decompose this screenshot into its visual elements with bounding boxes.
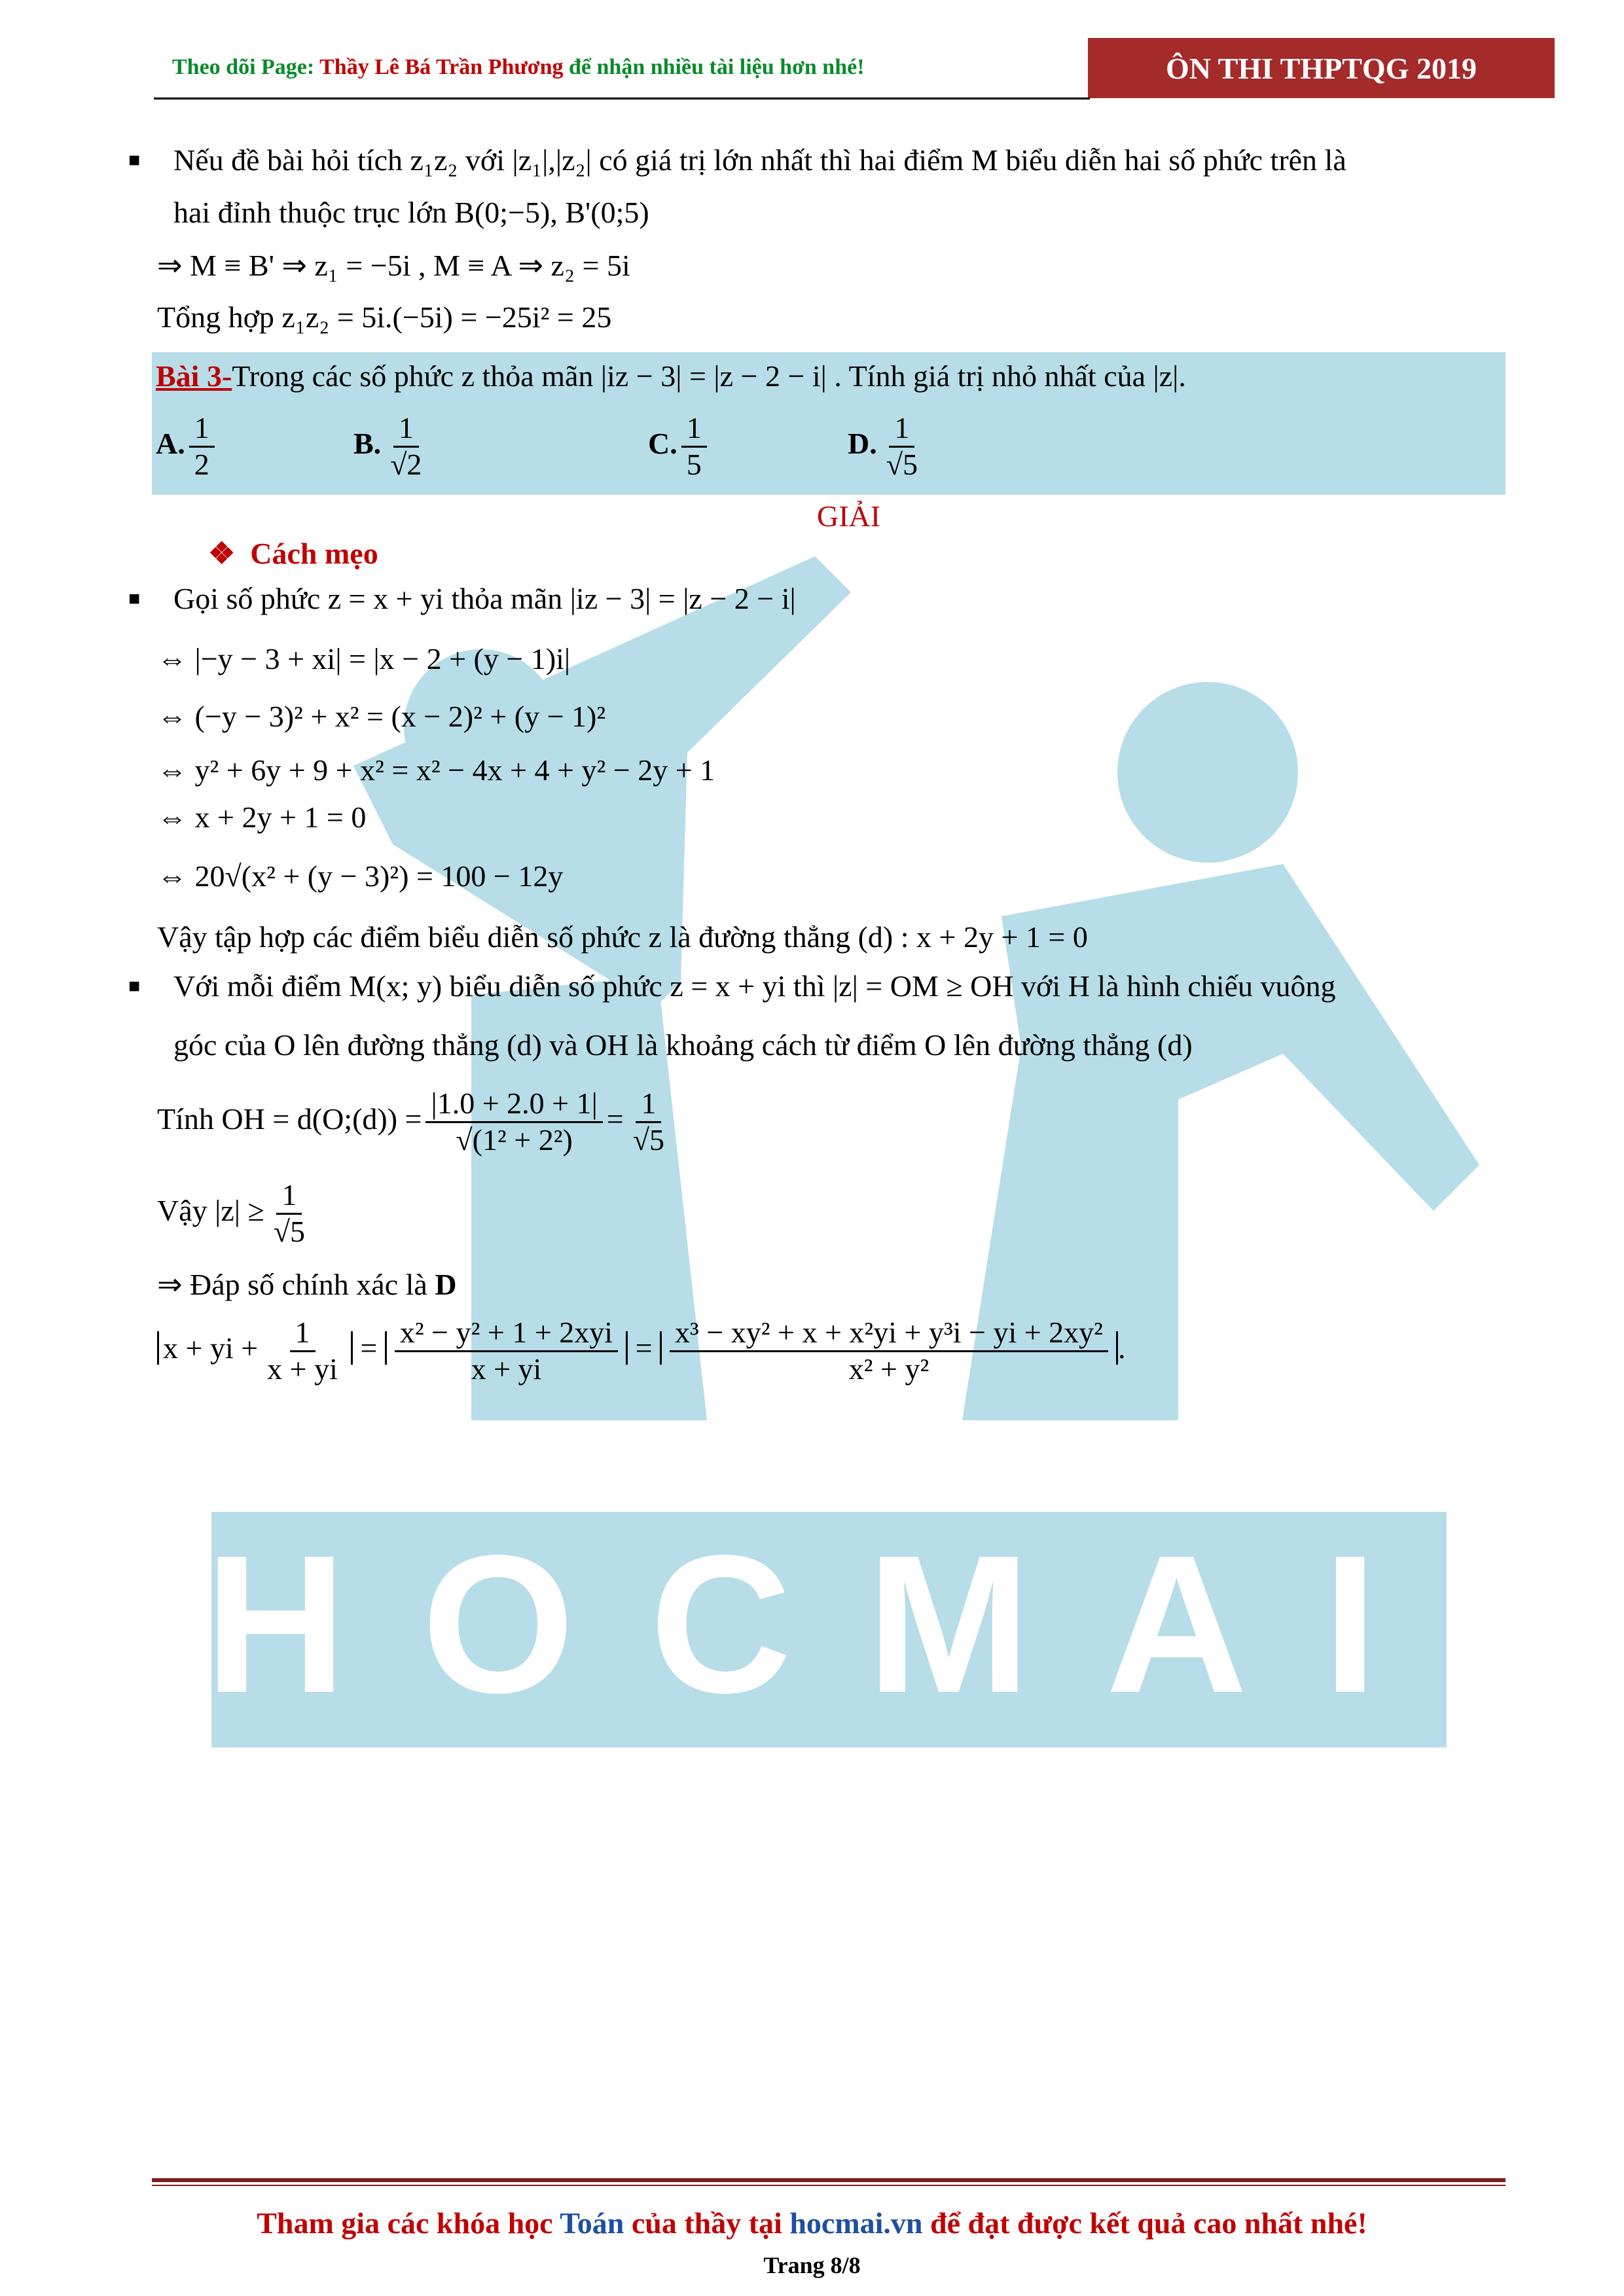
option-a <box>156 411 219 482</box>
method-heading: ❖ Cách mẹo <box>208 537 378 570</box>
page-number: Trang 8/8 <box>763 2252 861 2278</box>
min-fraction: $\frac{1}{√5}$ <box>273 1178 305 1248</box>
exercise-question: Trong các số phức z thỏa mãn |iz − 3| = |z − 2 − i| . Tính giá trị nhỏ nhất của |z|. <box>232 359 1186 393</box>
footer-promo: Tham gia các khóa học Toán của thầy tại hocmai.vn để đạt được kết quả cao nhất nhé! <box>257 2206 1367 2240</box>
header-suffix: để nhận nhiều tài liệu hơn nhé! <box>563 55 865 79</box>
solution-line-12: ⇒ Đáp số chính xác là D <box>157 1268 457 1301</box>
solution-line-6: ⇔ 20√(x² + (y − 3)²) = 100 − 12y <box>157 859 564 893</box>
option-d-label: D. <box>848 426 877 460</box>
solution-line-13: x + yi + $\frac{1}{x + yi}$ = $\frac{\text{x² − y² + 1 + 2xyi}}{x + yi}$ = $\frac{\text{x³ − xy² + x + x²yi + y³i − yi + 2xy²}}{\text{x² + y²}}$ . <box>157 1316 1125 1387</box>
intro-line-3: ⇒ M ≡ B' ⇒ z₁ = −5i , M ≡ A ⇒ z₂ = 5i <box>157 249 630 282</box>
header-badge: ÔN THI THPTQG 2019 <box>1088 38 1555 98</box>
footer-rule <box>152 2178 1506 2182</box>
abs-left: x + yi + $\frac{1}{x + yi}$ <box>157 1331 353 1365</box>
option-b-label: B. <box>353 426 382 460</box>
option-c-label: C. <box>648 426 677 460</box>
header-rule <box>154 98 1090 99</box>
exercise-title: Bài 3- <box>156 359 232 393</box>
footer-rule-thin <box>152 2185 1506 2186</box>
exercise-question-line <box>156 359 1186 393</box>
solution-line-4: ⇔ y² + 6y + 9 + x² = x² − 4x + 4 + y² − 2y + 1 <box>157 753 715 787</box>
solution-line-5: ⇔ x + 2y + 1 = 0 <box>157 800 367 834</box>
solution-line-8: Với mỗi điểm M(x; y) biểu diễn số phức z = x + yi thì |z| = OM ≥ OH với H là hình chiếu vuông <box>173 969 1336 1003</box>
solution-line-3: ⇔ (−y − 3)² + x² = (x − 2)² + (y − 1)² <box>157 700 606 733</box>
oh-result-fraction: $\frac{1}{√5}$ <box>632 1086 664 1157</box>
option-b-fraction: $\frac{1}{√2}$ <box>390 411 422 481</box>
final-answer: D <box>435 1268 457 1301</box>
header-prefix: Theo dõi Page: <box>172 55 320 79</box>
bullet: ■ <box>128 975 141 997</box>
intro-line-2: hai đỉnh thuộc trục lớn B(0;−5), B'(0;5) <box>173 196 649 229</box>
abs-middle: $\frac{\text{x² − y² + 1 + 2xyi}}{x + yi}$ <box>385 1331 628 1365</box>
bullet: ■ <box>128 588 141 609</box>
option-c-fraction: $\frac{1}{5}$ <box>681 411 707 482</box>
option-a-label: A. <box>156 426 185 460</box>
intro-line-1: Nếu đề bài hỏi tích z₁z₂ với |z₁|,|z₂| có giá trị lớn nhất thì hai điểm M biểu diễn hai số phức trên là <box>173 143 1346 177</box>
bullet: ■ <box>128 149 141 171</box>
solution-line-7: Vậy tập hợp các điểm biểu diễn số phức z là đường thẳng (d) : x + 2y + 1 = 0 <box>157 920 1088 954</box>
option-d <box>848 411 927 482</box>
option-d-fraction: $\frac{1}{√5}$ <box>886 411 918 481</box>
footer-link[interactable]: hocmai.vn <box>789 2206 923 2240</box>
solution-heading: GIẢI <box>817 499 881 533</box>
watermark-text: HOCMAI <box>204 1514 1453 1734</box>
solution-line-2: ⇔ |−y − 3 + xi| = |x − 2 + (y − 1)i| <box>157 642 571 675</box>
watermark-head-right <box>1117 682 1298 863</box>
option-a-fraction: $\frac{1}{2}$ <box>189 411 215 482</box>
header-follow-text <box>172 55 865 80</box>
option-b <box>353 411 431 482</box>
solution-line-11: Vậy |z| ≥ $\frac{1}{√5}$ <box>157 1178 314 1249</box>
solution-line-9: góc của O lên đường thẳng (d) và OH là khoảng cách từ điểm O lên đường thẳng (d) <box>173 1028 1193 1062</box>
abs-right: $\frac{\text{x³ − xy² + x + x²yi + y³i − yi + 2xy²}}{\text{x² + y²}}$ <box>660 1331 1118 1365</box>
option-c <box>648 411 711 482</box>
oh-fraction: $\frac{|1.0 + 2.0 + 1|}{\text{√(1² + 2²)}}$ <box>425 1086 602 1158</box>
intro-line-4: Tổng hợp z₁z₂ = 5i.(−5i) = −25i² = 25 <box>157 300 612 334</box>
header-author: Thầy Lê Bá Trần Phương <box>319 55 564 79</box>
solution-line-1: Gọi số phức z = x + yi thỏa mãn |iz − 3| = |z − 2 − i| <box>173 582 796 615</box>
solution-line-10: Tính OH = d(O;(d)) = $\frac{|1.0 + 2.0 + 1|}{\text{√(1² + 2²)}}$ = $\frac{1}{√5}$ <box>157 1086 674 1158</box>
